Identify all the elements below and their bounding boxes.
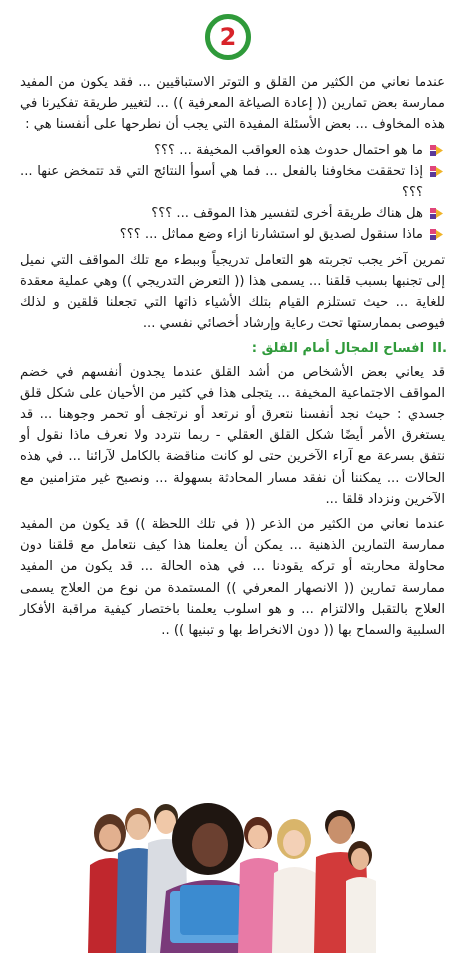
question-text: هل هناك طريقة أخرى لتفسير هذا الموقف ... ؟؟؟: [151, 206, 423, 222]
list-item: [20, 161, 445, 203]
intro-paragraph: عندما نعاني من الكثير من القلق و التوتر الاستباقيين ... فقد يكون من المفيد ممارسة بعض تمارين (( إعادة الصياغة المعرفية )) ... لتغيير طريقة تفكيرنا في هذه المخاوف ... بعض الأسئلة المفيدة التي يجب أن نطرحها على أنفسنا هي :: [20, 75, 445, 133]
social-anxiety-paragraph: قد يعاني بعض الأشخاص من أشد القلق عندما يجدون أنفسهم في خضم المواقف الاجتماعية المخيفة ... يتجلى هذا في كثير من الأحيان على شكل قلق جسدي : حيث نجد أنفسنا نتعرق أو نرتعد أو نرتجف أو تحمر وجوهنا ... قد يستغرق الأمر أيضًا شكل القلق العقلي - ربما نتردد ولا نعرف ماذا نقول أو نتفق بسرعة مع آراء الآخرين حتى لو كانت مناقضة بالكامل لآرائنا ... في هذه الحالات ... يمكننا أن نفقد مسار المحادثة بسهولة ... ونصبح غير متزامنين مع الآخرين ونزداد قلقا ...: [20, 364, 445, 507]
group-of-anxious-teenagers-photo: [88, 795, 376, 953]
questions-list: [20, 140, 445, 246]
arrow-bullet-icon: [430, 229, 443, 240]
arrow-bullet-icon: [430, 166, 443, 177]
section-heading: [20, 338, 445, 359]
list-item: [20, 203, 445, 224]
page-number: 2: [219, 23, 237, 51]
question-text: ما هو احتمال حدوث هذه العواقب المخيفة ... ؟؟؟: [154, 142, 423, 158]
question-text: ماذا سنقول لصديق لو استشارنا ازاء وضع مماثل ... ؟؟؟: [119, 227, 423, 243]
section-number: II.: [432, 341, 447, 357]
page-number-badge: [205, 14, 251, 60]
article-body: [20, 72, 445, 645]
list-item: [20, 140, 445, 161]
question-text: إذا تحققت مخاوفنا بالفعل ... فما هي أسوأ النتائج التي قد تتمخض عنها ... ؟؟؟: [20, 163, 423, 201]
arrow-bullet-icon: [430, 208, 443, 219]
section-title: افساح المجال أمام القلق :: [251, 341, 425, 357]
mindfulness-paragraph: عندما نعاني من الكثير من الذعر (( في تلك اللحظة )) قد يكون من المفيد ممارسة التمارين الذهنية ... يمكن أن يعلمنا هذا كيف نتعامل مع قلقنا دون محاولة محاربته أو تركه يقودنا ... في هذه الحالة ... قد يكون من المفيد ممارسة تمارين (( الانصهار المعرفي )) المستمدة من نوع من العلاج يسمى العلاج بالتقبل والالتزام ... و هو اسلوب يعلمنا باختصار كيفية مراقبة الأفكار السلبية والسماح بها (( دون الانخراط بها و تبنيها )) ..: [20, 517, 445, 639]
arrow-bullet-icon: [430, 145, 443, 156]
exposure-paragraph: تمرين آخر يجب تجربته هو التعامل تدريجياً وببطء مع تلك المواقف التي نميل إلى تجنبها بسبب قلقنا ... يسمى هذا (( التعرض التدريجي )) وهي عملية معقدة للغاية ... حيث تستلزم القيام بتلك الأشياء ذاتها التي تجعلنا قلقين و لذلك فيوصى بممارستها تحت رعاية وإرشاد أخصائي نفسي ...: [20, 252, 445, 332]
list-item: [20, 224, 445, 245]
